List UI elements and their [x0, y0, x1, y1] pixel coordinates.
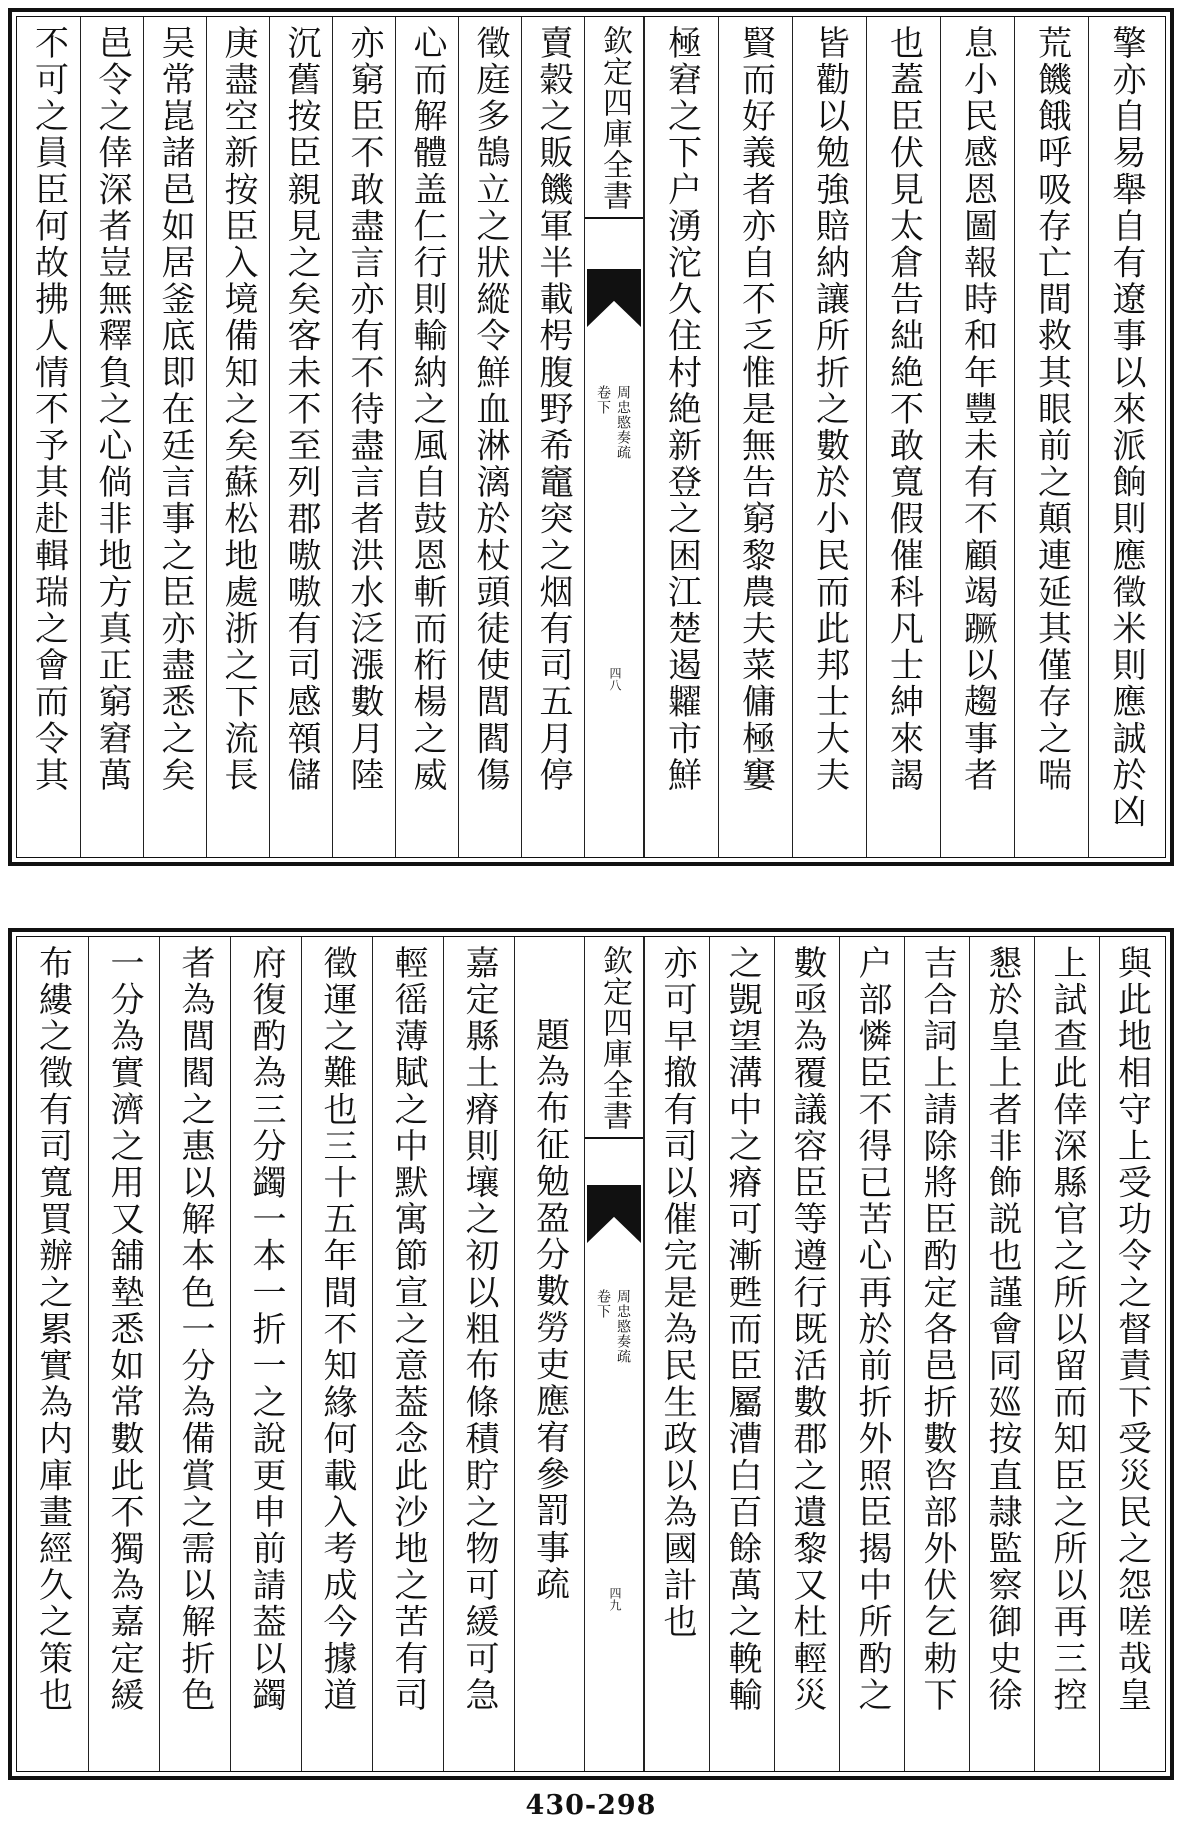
column-text: 懇於皇上者非飾説也謹會同廵按直隷監察御史徐	[982, 945, 1022, 1714]
memorial-heading: 題為布征勉盈分數勞吏應宥參罰事疏	[529, 1017, 570, 1603]
collection-title: 周忠愍奏疏	[615, 385, 631, 460]
bottom-right-col-4	[904, 937, 969, 1771]
top-right-col-3	[940, 17, 1014, 857]
top-left-col-1	[521, 17, 584, 857]
fish-tail-ornament	[587, 1185, 641, 1243]
bottom-right-col-2	[1034, 937, 1099, 1771]
column-text: 皆勸以勉強賠納讓所折之數於小民而此邦士大夫	[809, 25, 850, 794]
collection-title: 周忠愍奏疏	[615, 1289, 631, 1364]
top-right-col-1	[1088, 17, 1163, 857]
top-left-col-8	[80, 17, 143, 857]
column-text: 亦窮臣不敢盡言亦有不待盡言者洪水泛漲數月陸	[344, 25, 384, 794]
column-text: 户部憐臣不得已苦心再於前折外照臣揭中所酌之	[852, 945, 892, 1714]
book-title: 欽定四庫全書	[585, 945, 643, 1139]
column-text: 吉合詞上請除將臣酌定各邑折數咨部外伏乞勅下	[917, 945, 957, 1714]
bottom-left-col-8	[17, 937, 88, 1771]
column-text: 數亟為覆議容臣等遵行既活數郡之遺黎又杜輕災	[787, 945, 827, 1714]
volume-label: 卷下	[595, 1289, 611, 1319]
column-text: 徵運之難也三十五年間不知緣何載入考成今據道	[317, 945, 357, 1714]
top-left-col-4	[332, 17, 395, 857]
column-text: 輕徭薄賦之中默寓節宣之意葢念此沙地之苦有司	[388, 945, 428, 1714]
bottom-left-col-3	[372, 937, 443, 1771]
column-text: 賣糓之販饑軍半載枵腹野希竈突之烟有司五月停	[533, 25, 573, 794]
column-text: 息小民感恩圖報時和年豐未有不顧竭蹶以趨事者	[957, 25, 998, 794]
column-text: 心而解體盖仁行則輸納之風自鼓恩斬而桁楊之威	[407, 25, 447, 794]
bottom-left-col-6	[159, 937, 230, 1771]
bottom-left-col-1-heading	[514, 937, 584, 1771]
bottom-center-fold	[584, 937, 644, 1771]
column-text: 亦可早撤有司以催完是為民生政以為國計也	[657, 945, 697, 1641]
column-text: 庚盡空新按臣入境備知之矣蘇松地處浙之下流長	[218, 25, 258, 794]
top-right-col-6	[718, 17, 792, 857]
top-left-col-7	[143, 17, 206, 857]
top-left-col-2	[458, 17, 521, 857]
top-right-col-4	[866, 17, 940, 857]
fish-tail-ornament	[587, 269, 641, 327]
top-left-col-3	[395, 17, 458, 857]
bottom-left-col-5	[230, 937, 301, 1771]
column-text: 沉舊按臣親見之矣客未不至列郡嗷嗷有司感顇儲	[281, 25, 321, 794]
column-text: 布縷之徵有司寬買辦之累實為内庫畫經久之策也	[32, 945, 73, 1714]
top-left-col-6	[206, 17, 269, 857]
folio-number: 四九	[608, 1587, 622, 1611]
bottom-right-col-3	[969, 937, 1034, 1771]
book-title: 欽定四庫全書	[585, 25, 643, 219]
top-right-col-7	[644, 17, 718, 857]
bottom-right-col-8	[644, 937, 709, 1771]
bottom-left-col-7	[88, 937, 159, 1771]
bottom-page-frame	[8, 928, 1174, 1780]
column-text: 邑令之倖深者豈無釋負之心倘非地方真正窮窘萬	[92, 25, 132, 794]
column-text: 也蓋臣伏見太倉告絀絶不敢寬假催科凡士紳來謁	[883, 25, 924, 794]
column-text: 擎亦自易舉自有遼事以來派餉則應徵米則應誠於凶	[1106, 25, 1146, 831]
volume-label: 卷下	[595, 385, 611, 415]
top-right-col-2	[1014, 17, 1088, 857]
column-text: 不可之員臣何故拂人情不予其赴輯瑞之會而令其	[28, 25, 69, 794]
column-text: 賢而好義者亦自不乏惟是無告窮黎農夫菜傭極窶	[735, 25, 776, 794]
column-text: 極窘之下户湧沱久住村絶新登之困江楚遏糶市鮮	[661, 25, 702, 794]
page-code: 430-298	[525, 1790, 657, 1821]
column-text: 嘉定縣土瘠則壤之初以粗布條積貯之物可緩可急	[459, 945, 499, 1714]
bottom-right-col-5	[839, 937, 904, 1771]
column-text: 荒饑餓呼吸存亡間救其眼前之顛連延其僅存之喘	[1031, 25, 1072, 794]
column-text: 一分為實濟之用又舖墊悉如常數此不獨為嘉定緩	[104, 945, 144, 1714]
top-right-col-5	[792, 17, 866, 857]
column-text: 府復酌為三分蠲一本一折一之說更申前請葢以蠲	[246, 945, 286, 1714]
column-text: 者為閭閻之惠以解本色一分為備賞之需以解折色	[175, 945, 215, 1714]
top-left-col-5	[269, 17, 332, 857]
bottom-text-block	[16, 936, 1166, 1772]
bottom-right-col-7	[709, 937, 774, 1771]
bottom-left-col-4	[301, 937, 372, 1771]
top-left-col-9	[17, 17, 80, 857]
bottom-left-col-2	[443, 937, 514, 1771]
bottom-right-col-6	[774, 937, 839, 1771]
top-center-fold	[584, 17, 644, 857]
column-text: 吴常崑諸邑如居釜底即在廷言事之臣亦盡悉之矣	[155, 25, 195, 794]
top-text-block	[16, 16, 1166, 858]
bottom-page	[0, 924, 1182, 1784]
top-page-frame	[8, 8, 1174, 866]
column-text: 與此地相守上受功令之督責下受災民之怨嗟哉皇	[1111, 945, 1152, 1714]
bottom-right-col-1	[1099, 937, 1163, 1771]
column-text: 之覬望溝中之瘠可漸甦而臣屬漕白百餘萬之輓輸	[722, 945, 762, 1714]
column-text: 徵庭多鵠立之狀縱令鮮血淋漓於杖頭徒使閭閻傷	[470, 25, 510, 794]
column-text: 上試查此倖深縣官之所以留而知臣之所以再三控	[1047, 945, 1087, 1714]
folio-number: 四八	[608, 667, 622, 691]
top-page	[0, 0, 1182, 870]
